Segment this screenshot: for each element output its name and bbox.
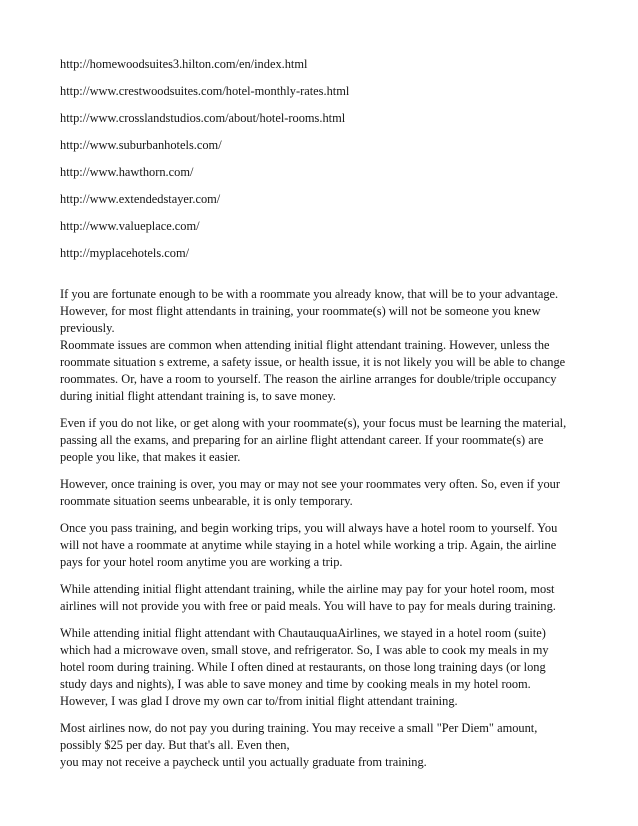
text-line: hotel room during training. While I often dined at restaurants, on those long training days (or long bbox=[60, 660, 546, 674]
hotel-link-list bbox=[60, 56, 580, 262]
hotel-link[interactable]: http://www.crestwoodsuites.com/hotel-monthly-rates.html bbox=[60, 84, 350, 98]
document-page bbox=[60, 56, 580, 781]
paragraph-roommates bbox=[60, 286, 580, 405]
paragraph-focus bbox=[60, 415, 580, 466]
paragraph-chautauqua bbox=[60, 625, 580, 710]
hotel-link[interactable]: http://www.hawthorn.com/ bbox=[60, 165, 194, 179]
text-line: study days and nights), I was able to save money and time by cooking meals in my hotel room. bbox=[60, 677, 531, 691]
text-line: However, once training is over, you may or may not see your roommates very often. So, even if your bbox=[60, 477, 561, 491]
paragraph-meals bbox=[60, 581, 580, 615]
paragraph-temporary bbox=[60, 476, 580, 510]
text-line: roommate situation seems unbearable, it is only temporary. bbox=[60, 494, 353, 508]
text-line: will not have a roommate at anytime while staying in a hotel while working a trip. Again, the airline bbox=[60, 538, 557, 552]
hotel-link[interactable]: http://www.valueplace.com/ bbox=[60, 219, 200, 233]
text-line: during initial flight attendant training is, to save money. bbox=[60, 389, 336, 403]
hotel-link[interactable]: http://www.suburbanhotels.com/ bbox=[60, 138, 222, 152]
text-line: roommate situation s extreme, a safety issue, or health issue, it is not likely you will be able to change bbox=[60, 355, 566, 369]
text-line: roommates. Or, have a room to yourself. The reason the airline arranges for double/triple occupancy bbox=[60, 372, 557, 386]
text-line: which had a microwave oven, small stove, and refrigerator. So, I was able to cook my meals in my bbox=[60, 643, 549, 657]
hotel-link[interactable]: http://myplacehotels.com/ bbox=[60, 246, 190, 260]
text-line: Once you pass training, and begin working trips, you will always have a hotel room to yourself. You bbox=[60, 521, 558, 535]
text-line: possibly $25 per day. But that's all. Even then, bbox=[60, 738, 290, 752]
text-line: Roommate issues are common when attending initial flight attendant training. However, unless the bbox=[60, 338, 550, 352]
text-line: passing all the exams, and preparing for an airline flight attendant career. If your roommate(s) are bbox=[60, 433, 544, 447]
text-line: While attending initial flight attendant with ChautauquaAirlines, we stayed in a hotel room (suite) bbox=[60, 626, 546, 640]
text-line: people you like, that makes it easier. bbox=[60, 450, 241, 464]
hotel-link[interactable]: http://www.extendedstayer.com/ bbox=[60, 192, 221, 206]
text-line: you may not receive a paycheck until you actually graduate from training. bbox=[60, 755, 427, 769]
text-line: previously. bbox=[60, 321, 115, 335]
text-line: However, I was glad I drove my own car to/from initial flight attendant training. bbox=[60, 694, 458, 708]
text-line: Even if you do not like, or get along with your roommate(s), your focus must be learning the material, bbox=[60, 416, 567, 430]
text-line: If you are fortunate enough to be with a roommate you already know, that will be to your advantage. bbox=[60, 287, 559, 301]
text-line: However, for most flight attendants in training, your roommate(s) will not be someone you knew bbox=[60, 304, 541, 318]
text-line: Most airlines now, do not pay you during training. You may receive a small "Per Diem" amount, bbox=[60, 721, 538, 735]
hotel-link[interactable]: http://www.crosslandstudios.com/about/hotel-rooms.html bbox=[60, 111, 346, 125]
paragraph-working-trips bbox=[60, 520, 580, 571]
hotel-link[interactable]: http://homewoodsuites3.hilton.com/en/index.html bbox=[60, 57, 308, 71]
paragraph-pay bbox=[60, 720, 580, 771]
text-line: pays for your hotel room anytime you are working a trip. bbox=[60, 555, 343, 569]
text-line: airlines will not provide you with free or paid meals. You will have to pay for meals during training. bbox=[60, 599, 556, 613]
text-line: While attending initial flight attendant training, while the airline may pay for your hotel room, most bbox=[60, 582, 555, 596]
